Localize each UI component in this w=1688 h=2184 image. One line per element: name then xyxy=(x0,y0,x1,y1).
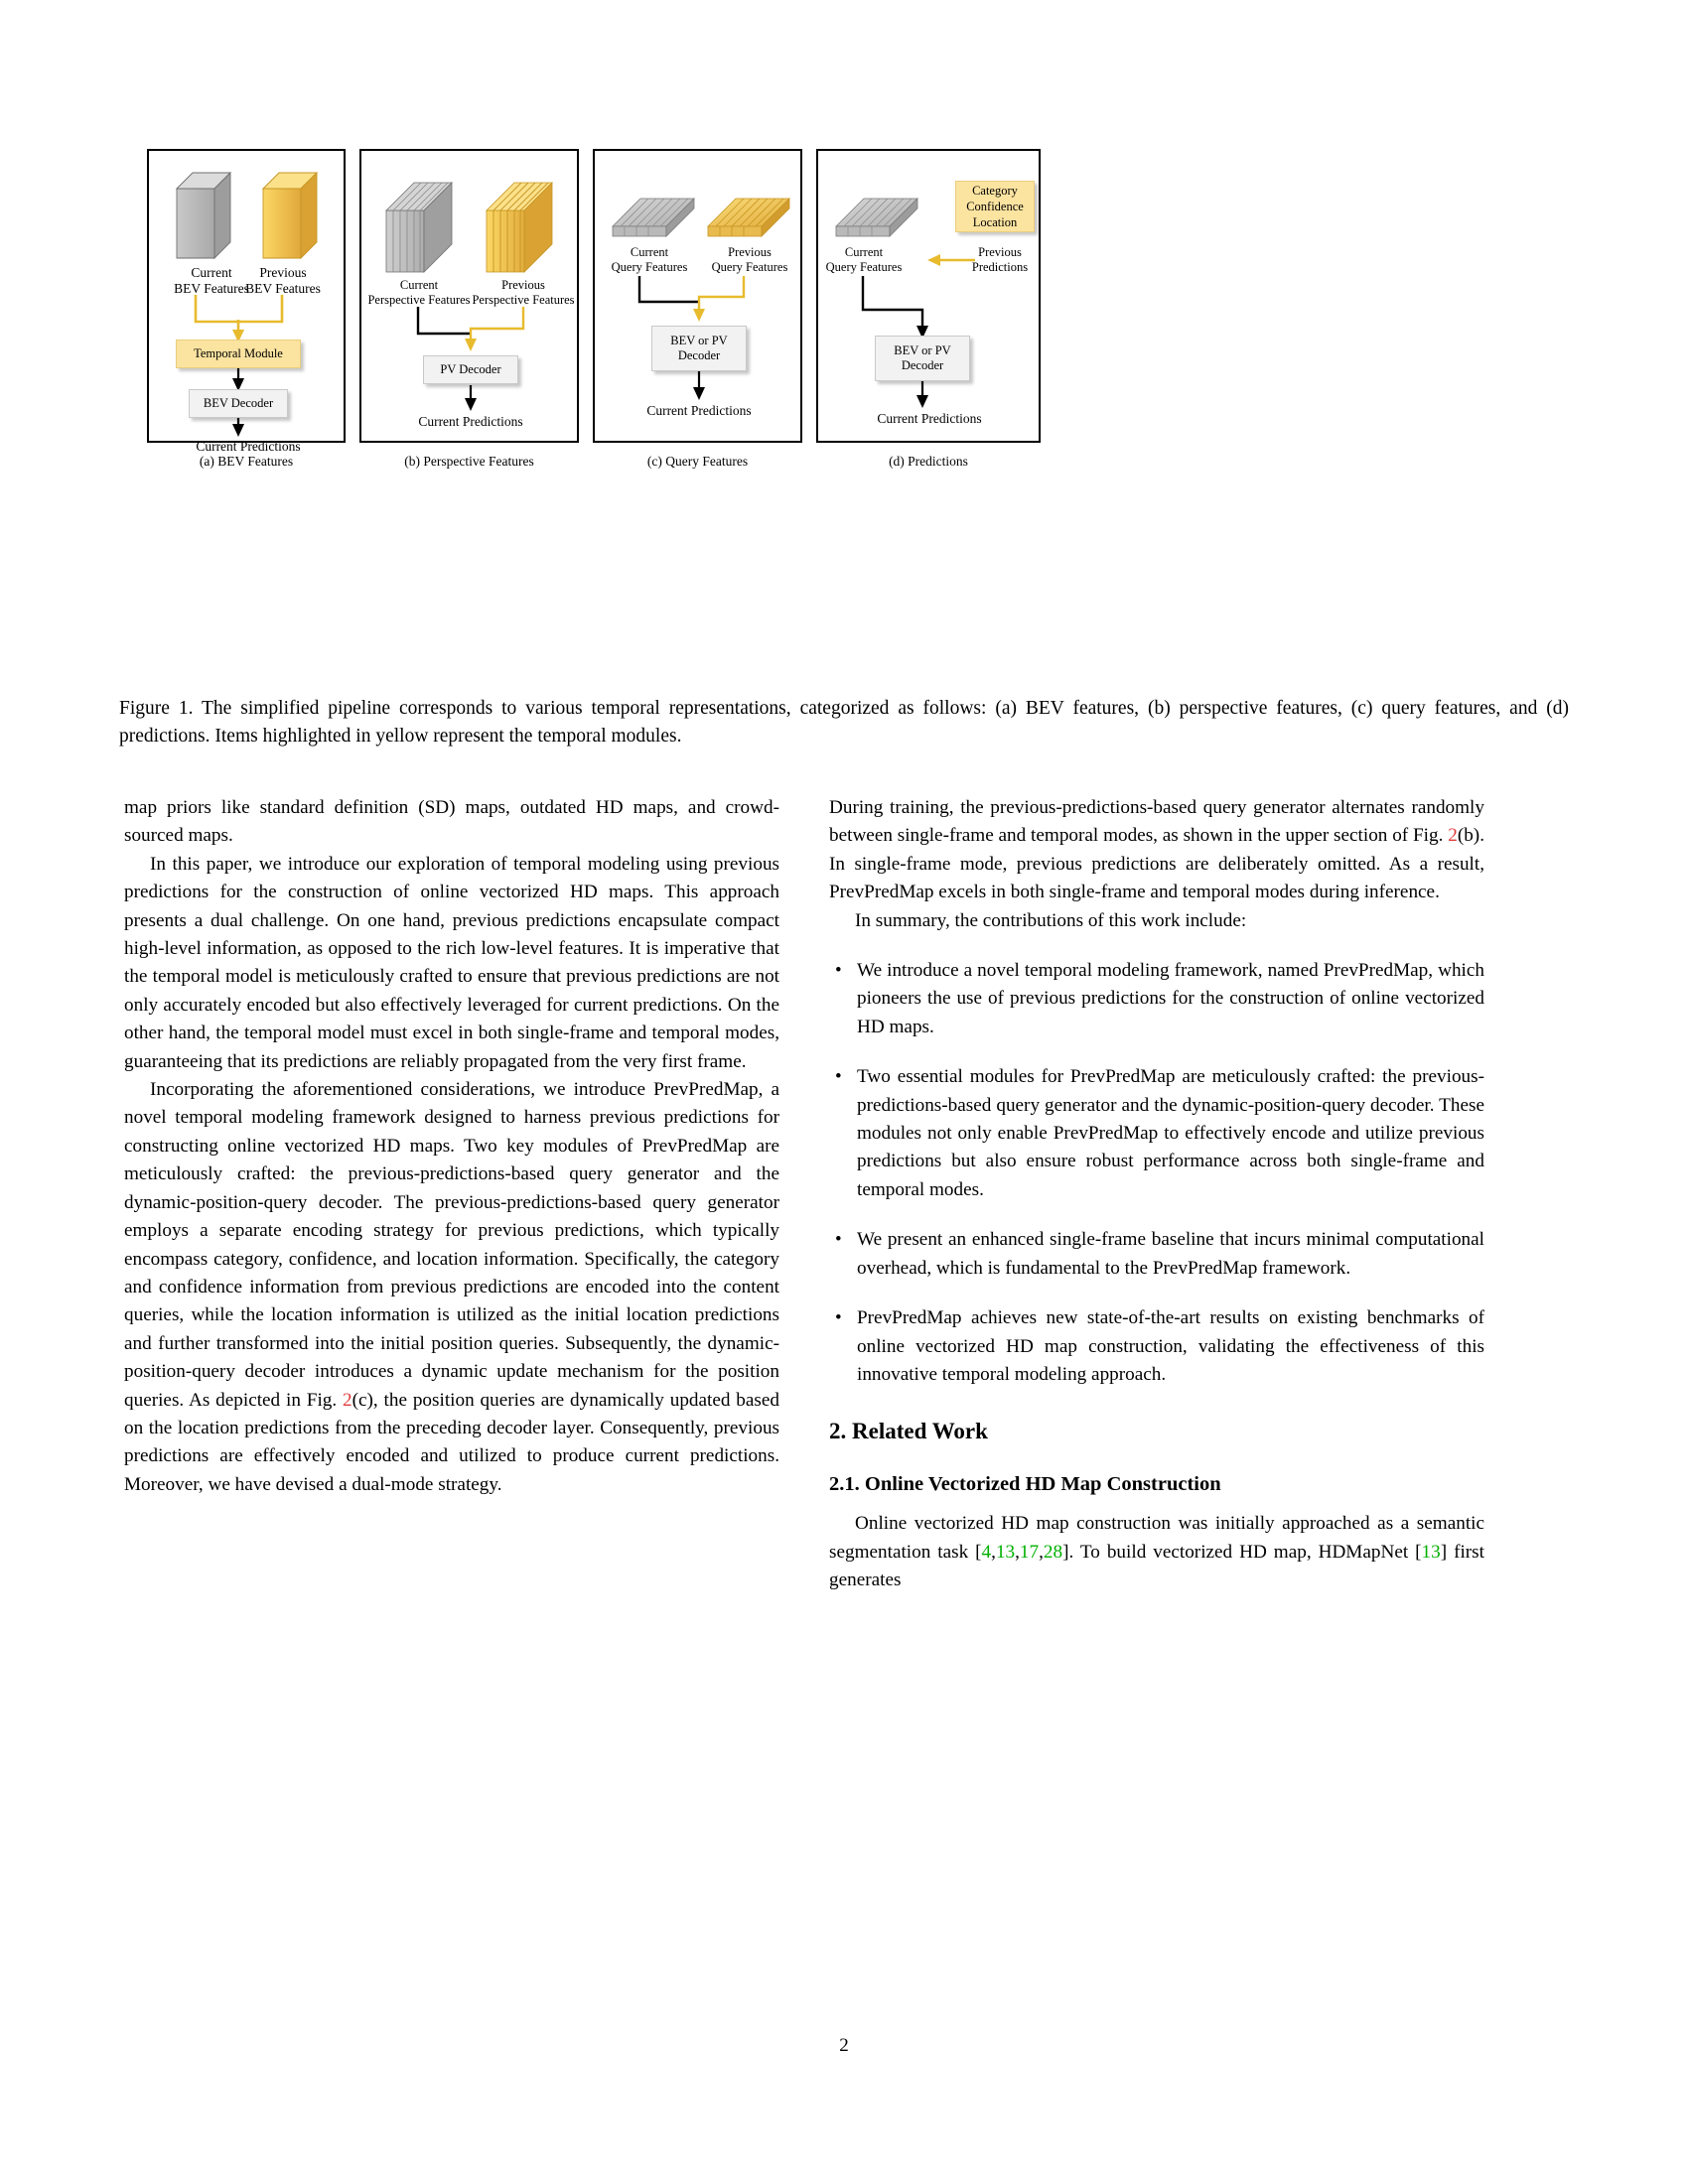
panel-a-right-label-line1: Previous xyxy=(259,265,307,280)
subcaption-b: (b) Perspective Features xyxy=(404,454,534,469)
panel-d-output-label: Current Predictions xyxy=(877,411,982,426)
figure-reference-2c: 2 xyxy=(343,1389,352,1411)
panel-c-right-label-line2: Query Features xyxy=(711,260,788,274)
paragraph-in-summary: In summary, the contributions of this work include: xyxy=(855,909,1247,931)
panel-b-right-label-line2: Perspective Features xyxy=(472,293,575,307)
panel-d-right-label-line2: Predictions xyxy=(971,260,1029,274)
citation-28[interactable]: 28 xyxy=(1043,1541,1063,1563)
lastpara-text-c: ] first generates xyxy=(829,1541,1484,1591)
panel-d-decoder-label-line2: Decoder xyxy=(901,358,944,372)
paragraph-online-vectorized: Online vectorized HD map construction was initially approached as a semantic segmentation task [4,13,17,28]. To build vectorized HD map, HDMapNet [13] first generates xyxy=(829,1513,1484,1591)
paragraph-during-training xyxy=(829,794,1484,907)
list-item: • PrevPredMap achieves new state-of-the-art results on existing benchmarks of online vectorized HD map construction, validating the effectiveness of this innovative temporal modeling approach. xyxy=(829,1304,1484,1389)
panel-d-badge-location: Location xyxy=(972,215,1018,229)
panel-d-left-label-line2: Query Features xyxy=(825,260,903,274)
panel-b-right-label-line1: Previous xyxy=(501,278,545,292)
section-heading-related-work: 2. Related Work xyxy=(829,1419,988,1444)
body-column-left xyxy=(124,794,779,1499)
contributions-list xyxy=(829,957,1484,1389)
panel-b-left-label-line2: Perspective Features xyxy=(367,293,471,307)
para3-text-b: (c), the position queries are dynamically updated based on the location predictions from the preceding decoder layer. Consequently, previous predictions are effectively encoded and utilized to produce current predictions. Moreover, we have devised a dual-mode strategy. xyxy=(124,1389,779,1495)
panel-c-decoder-label-line1: BEV or PV xyxy=(670,334,728,347)
panel-d-decoder-box xyxy=(875,336,970,381)
panel-d-right-label-line1: Previous xyxy=(978,245,1022,259)
panel-b-pv-decoder-label: PV Decoder xyxy=(440,362,501,376)
figure-panel-d xyxy=(816,149,1041,443)
panel-a-left-label-line1: Current xyxy=(191,265,232,280)
figure-panel-b xyxy=(359,149,579,443)
list-item: • We present an enhanced single-frame baseline that incurs minimal computational overhead, which is fundamental to the PrevPredMap framework. xyxy=(829,1226,1484,1283)
rpara1-text-b: (b). In single-frame mode, previous predictions are deliberately omitted. As a result, PrevPredMap excels in both single-frame and temporal modes during inference. xyxy=(829,825,1484,903)
list-item: • Two essential modules for PrevPredMap are meticulously crafted: the previous-predictions-based query generator and the dynamic-position-query decoder. These modules not only enable PrevPredMap to effectively encode and utilize previous predictions but also ensure robust performance across both single-frame and temporal modes. xyxy=(829,1063,1484,1204)
panel-a-right-label-line2: BEV Features xyxy=(245,280,321,296)
citation-4[interactable]: 4 xyxy=(981,1541,992,1563)
rpara1-text-a: During training, the previous-predictions-based query generator alternates randomly between single-frame and temporal modes, as shown in the upper section of Fig. xyxy=(829,797,1484,847)
figure-subcaptions xyxy=(147,454,1541,470)
subcaption-a: (a) BEV Features xyxy=(199,454,294,469)
panel-b-pv-decoder-box xyxy=(423,355,518,384)
paragraph-map-priors: map priors like standard definition (SD) maps, outdated HD maps, and crowd-sourced maps. xyxy=(124,797,779,847)
panel-b-output-label: Current Predictions xyxy=(418,414,523,429)
panel-a-output-label: Current Predictions xyxy=(196,439,301,454)
panel-c-graphics xyxy=(595,151,804,445)
panel-c-decoder-label-line2: Decoder xyxy=(677,348,721,362)
lastpara-text-b: ]. To build vectorized HD map, HDMapNet [ xyxy=(1062,1541,1422,1563)
figure-panel-a xyxy=(147,149,346,454)
panel-c-left-label-line1: Current xyxy=(630,245,669,259)
body-column-right xyxy=(829,794,1484,1595)
subcaption-d: (d) Predictions xyxy=(889,454,968,469)
panel-a-temporal-module-box xyxy=(176,340,301,368)
panel-d-decoder-label-line1: BEV or PV xyxy=(894,343,951,357)
figure-caption: Figure 1. The simplified pipeline corresponds to various temporal representations, categorized as follows: (a) BEV features, (b) perspective features, (c) query features, and (d) predictions. Items highlighted in yellow represent the temporal modules. xyxy=(119,698,1569,747)
panel-b-left-label-line1: Current xyxy=(399,278,439,292)
citation-13-second[interactable]: 13 xyxy=(1421,1541,1441,1563)
paragraph-in-this-paper: In this paper, we introduce our exploration of temporal modeling using previous predictions for the construction of online vectorized HD maps. This approach presents a dual challenge. On one hand, previous predictions encapsulate compact high-level information, as opposed to the rich low-level features. It is imperative that the temporal model is meticulously crafted to ensure that previous predictions are not only accurately encoded but also effectively leveraged for current predictions. On the other hand, the temporal model must excel in both single-frame and temporal modes, guaranteeing that its predictions are reliably propagated from the very first frame. xyxy=(124,853,779,1072)
paragraph-incorporating xyxy=(124,1076,779,1499)
panel-d-badge-confidence: Confidence xyxy=(966,200,1024,213)
subcaption-c: (c) Query Features xyxy=(646,454,749,469)
citation-13[interactable]: 13 xyxy=(995,1541,1016,1563)
citation-17[interactable]: 17 xyxy=(1019,1541,1040,1563)
subsection-heading-online-vectorized: 2.1. Online Vectorized HD Map Construction xyxy=(829,1473,1221,1496)
para3-text-a: Incorporating the aforementioned considerations, we introduce PrevPredMap, a novel temporal modeling framework designed to harness previous predictions for constructing online vectorized HD maps. Two key modules of PrevPredMap are meticulously crafted: the previous-predictions-based query generator and the dynamic-position-query decoder. The previous-predictions-based query generator employs a separate encoding strategy for previous predictions, which typically encompass category, confidence, and location information. Specifically, the category and confidence information from previous predictions are encoded into the content queries, while the location information is utilized as the initial location predictions and further transformed into the initial position queries. Subsequently, the dynamic-position-query decoder introduces a dynamic update mechanism for the position queries. As depicted in Fig. xyxy=(124,1079,779,1411)
panel-a-temporal-module-label: Temporal Module xyxy=(194,346,283,360)
figure-1 xyxy=(147,149,1541,470)
page-number: 2 xyxy=(839,2035,849,2056)
panel-a-bev-decoder-label: BEV Decoder xyxy=(203,396,274,410)
panel-d-prediction-attributes-badge xyxy=(955,181,1035,232)
figure-reference-2b: 2 xyxy=(1448,825,1458,847)
lastpara-text-a: Online vectorized HD map construction was initially approached as a semantic segmentation task [ xyxy=(829,1513,1484,1563)
panel-c-decoder-box xyxy=(651,326,747,371)
panel-c-left-label-line2: Query Features xyxy=(611,260,688,274)
panel-a-left-label-line2: BEV Features xyxy=(174,280,249,296)
figure-panel-c xyxy=(593,149,802,443)
panel-c-output-label: Current Predictions xyxy=(646,403,752,418)
panel-d-left-label-line1: Current xyxy=(844,245,884,259)
panel-c-right-label-line1: Previous xyxy=(728,245,772,259)
list-item: • We introduce a novel temporal modeling framework, named PrevPredMap, which pioneers the use of previous predictions for the construction of online vectorized HD maps. xyxy=(829,957,1484,1041)
panel-d-badge-category: Category xyxy=(972,184,1018,198)
panel-a-bev-decoder-box xyxy=(189,389,288,418)
figure-panels xyxy=(147,149,1541,454)
